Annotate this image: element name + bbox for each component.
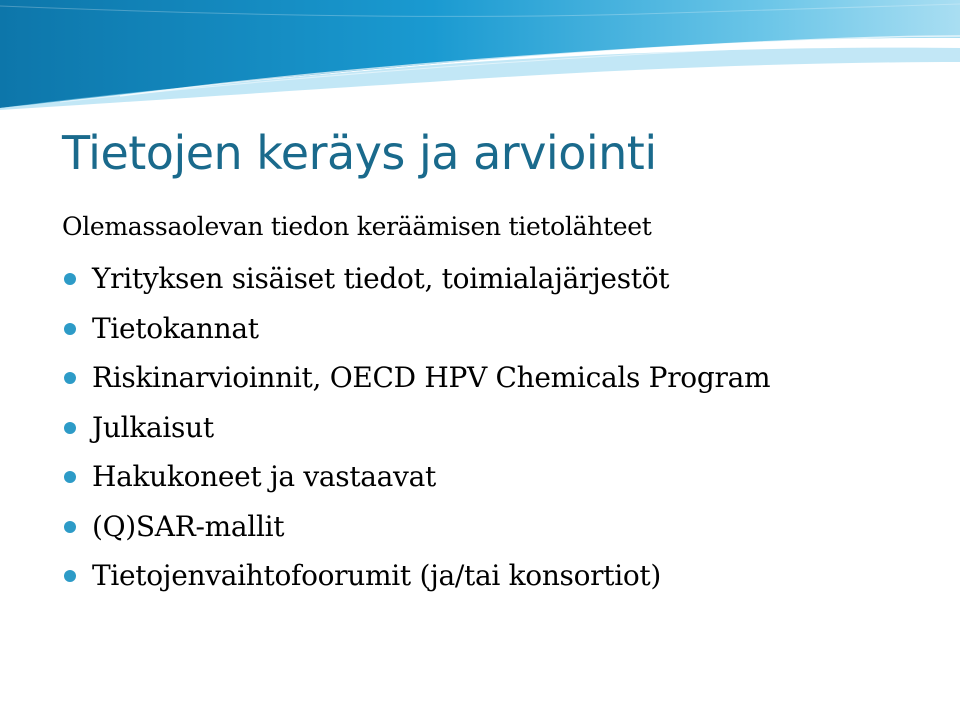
bullet-text: Tietokannat (92, 311, 259, 345)
bullet-item (62, 254, 942, 304)
bullet-item (62, 304, 942, 354)
bullet-text: (Q)SAR-mallit (92, 509, 285, 543)
wave-decoration (0, 0, 960, 110)
bullet-item (62, 551, 942, 601)
bullet-icon (64, 570, 76, 582)
bullet-icon (64, 521, 76, 533)
bullet-text: Hakukoneet ja vastaavat (92, 460, 436, 493)
bullet-item (62, 502, 942, 552)
slide-content (62, 208, 942, 601)
bullet-text: Yrityksen sisäiset tiedot, toimialajärjestöt (92, 262, 670, 295)
bullet-icon (64, 471, 76, 483)
intro-text: Olemassaolevan tiedon keräämisen tietolähteet (62, 212, 652, 241)
header-wave-band (0, 0, 960, 110)
bullet-text: Julkaisut (92, 410, 214, 444)
bullet-text: Riskinarvioinnit, OECD HPV Chemicals Program (92, 361, 771, 394)
bullet-icon (64, 422, 76, 434)
bullet-icon (64, 273, 76, 285)
bullet-icon (64, 372, 76, 384)
bullet-text: Tietojenvaihtofoorumit (ja/tai konsortiot) (92, 559, 662, 592)
bullet-list (62, 254, 942, 601)
bullet-item (62, 353, 942, 403)
slide-title: Tietojen keräys ja arviointi (62, 126, 657, 180)
bullet-icon (64, 323, 76, 335)
bullet-item (62, 452, 942, 502)
bullet-item (62, 403, 942, 453)
